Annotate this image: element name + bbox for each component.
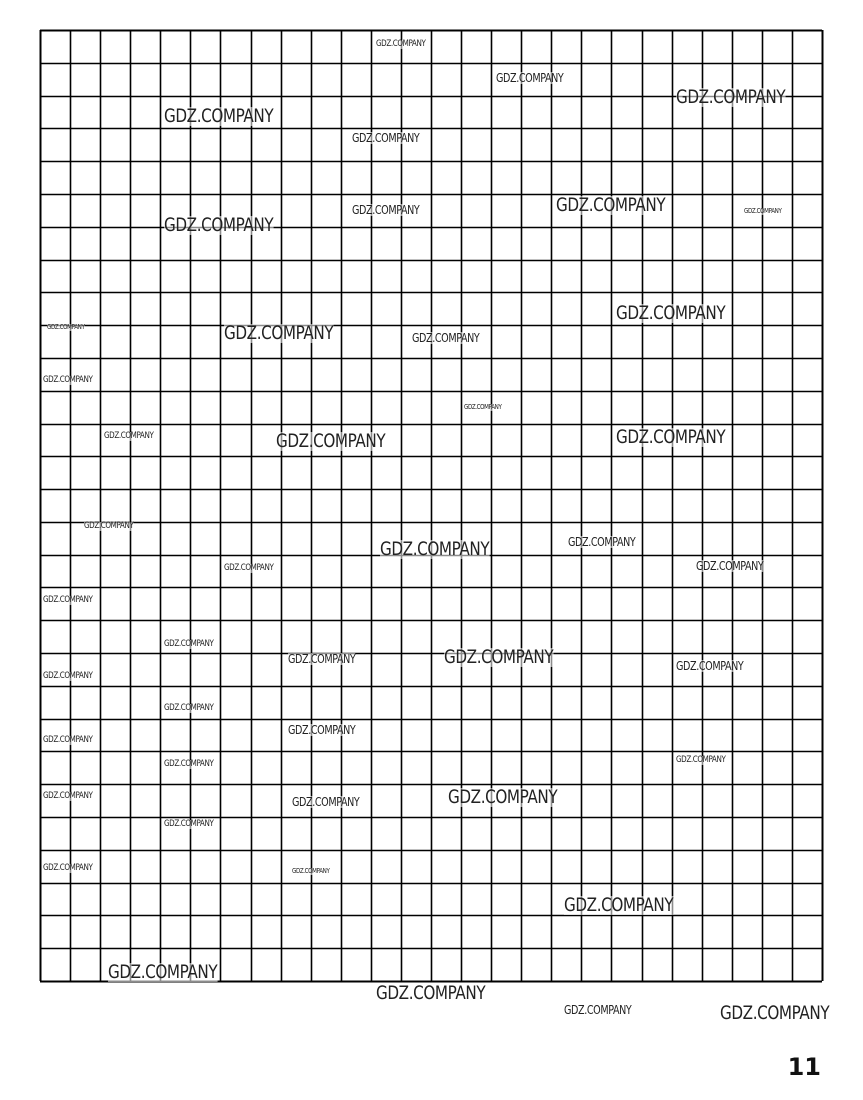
watermark: GDZ.COMPANY — [376, 982, 486, 1004]
watermark: GDZ.COMPANY — [288, 723, 356, 737]
watermark: GDZ.COMPANY — [164, 105, 274, 127]
watermark: GDZ.COMPANY — [292, 795, 360, 809]
watermark: GDZ.COMPANY — [696, 559, 764, 573]
watermark: GDZ.COMPANY — [292, 867, 330, 875]
watermark: GDZ.COMPANY — [288, 652, 356, 666]
watermark: GDZ.COMPANY — [616, 302, 726, 324]
watermark: GDZ.COMPANY — [84, 521, 134, 531]
watermark: GDZ.COMPANY — [616, 426, 726, 448]
watermark: GDZ.COMPANY — [564, 1003, 632, 1017]
watermark: GDZ.COMPANY — [224, 563, 274, 573]
watermark: GDZ.COMPANY — [676, 659, 744, 673]
watermark: GDZ.COMPANY — [376, 39, 426, 49]
watermark: GDZ.COMPANY — [47, 323, 85, 331]
watermark: GDZ.COMPANY — [43, 375, 93, 385]
page-number: 11 — [787, 1053, 821, 1081]
watermark: GDZ.COMPANY — [164, 819, 214, 829]
watermark: GDZ.COMPANY — [352, 131, 420, 145]
watermark: GDZ.COMPANY — [676, 86, 786, 108]
watermark: GDZ.COMPANY — [43, 863, 93, 873]
watermark: GDZ.COMPANY — [564, 894, 674, 916]
watermark: GDZ.COMPANY — [43, 791, 93, 801]
watermark: GDZ.COMPANY — [448, 786, 558, 808]
watermark: GDZ.COMPANY — [380, 538, 490, 560]
watermark: GDZ.COMPANY — [224, 322, 334, 344]
watermark: GDZ.COMPANY — [444, 646, 554, 668]
watermark: GDZ.COMPANY — [412, 331, 480, 345]
watermark: GDZ.COMPANY — [43, 735, 93, 745]
watermark: GDZ.COMPANY — [464, 403, 502, 411]
watermark: GDZ.COMPANY — [496, 71, 564, 85]
watermark: GDZ.COMPANY — [276, 430, 386, 452]
watermark: GDZ.COMPANY — [164, 214, 274, 236]
watermark: GDZ.COMPANY — [43, 595, 93, 605]
watermark: GDZ.COMPANY — [43, 671, 93, 681]
watermark: GDZ.COMPANY — [556, 194, 666, 216]
watermark: GDZ.COMPANY — [568, 535, 636, 549]
watermark: GDZ.COMPANY — [352, 203, 420, 217]
watermark: GDZ.COMPANY — [744, 207, 782, 215]
watermark: GDZ.COMPANY — [164, 759, 214, 769]
watermark: GDZ.COMPANY — [164, 639, 214, 649]
watermark: GDZ.COMPANY — [104, 431, 154, 441]
watermark: GDZ.COMPANY — [720, 1002, 830, 1024]
watermark: GDZ.COMPANY — [676, 755, 726, 765]
watermark: GDZ.COMPANY — [108, 961, 218, 983]
watermark: GDZ.COMPANY — [164, 703, 214, 713]
